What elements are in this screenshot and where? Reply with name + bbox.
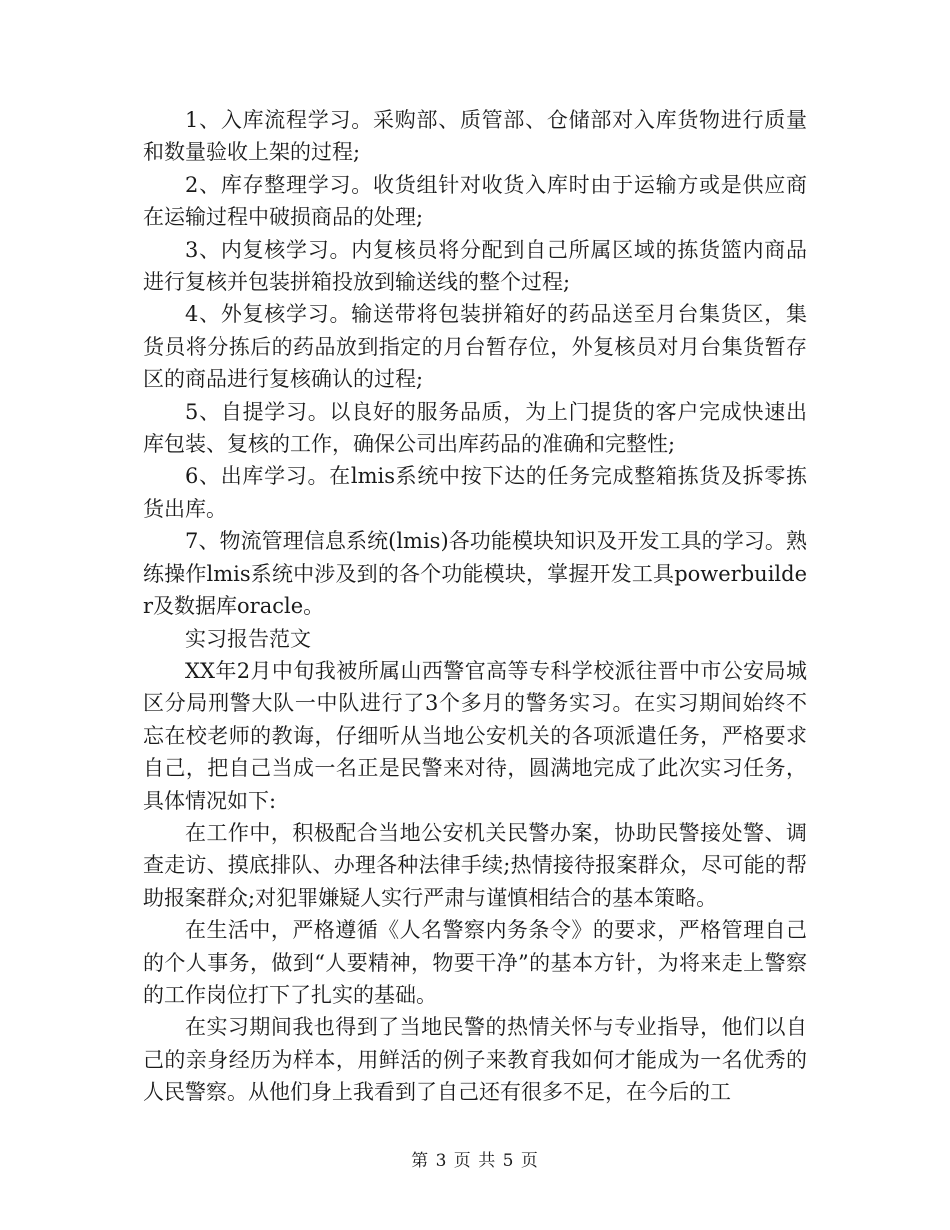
paragraph-internal-review: 3、内复核学习。内复核员将分配到自己所属区域的拣货篮内商品进行复核并包装拼箱投放到输送线的整个过程;	[143, 237, 807, 295]
document-body	[143, 104, 807, 1109]
paragraph-work: 在工作中，积极配合当地公安机关民警办案，协助民警接处警、调查走访、摸底排队、办理各种法律手续;热情接待报案群众，尽可能的帮助报案群众;对犯罪嫌疑人实行严肃与谨慎相结合的基本策略。	[143, 820, 807, 910]
paragraph-inventory-sorting: 2、库存整理学习。收货组针对收货入库时由于运输方或是供应商在运输过程中破损商品的处理;	[143, 172, 807, 230]
paragraph-lmis-system: 7、物流管理信息系统(lmis)各功能模块知识及开发工具的学习。熟练操作lmis系统中涉及到的各个功能模块，掌握开发工具powerbuilder及数据库oracle。	[143, 529, 807, 619]
paragraph-internship-intro: XX年2月中旬我被所属山西警官高等专科学校派往晋中市公安局城区分局刑警大队一中队进行了3个多月的警务实习。在实习期间始终不忘在校老师的教诲，仔细听从当地公安机关的各项派遣任务，严格要求自己，把自己当成一名正是民警来对待，圆满地完成了此次实习任务，具体情况如下:	[143, 658, 807, 813]
paragraph-external-review: 4、外复核学习。输送带将包装拼箱好的药品送至月台集货区，集货员将分拣后的药品放到指定的月台暂存位，外复核员对月台集货暂存区的商品进行复核确认的过程;	[143, 302, 807, 392]
paragraph-outbound: 6、出库学习。在lmis系统中按下达的任务完成整箱拣货及拆零拣货出库。	[143, 464, 807, 521]
page-number-footer: 第 3 页 共 5 页	[411, 1151, 539, 1171]
paragraph-guidance: 在实习期间我也得到了当地民警的热情关怀与专业指导，他们以自己的亲身经历为样本，用鲜活的例子来教育我如何才能成为一名优秀的人民警察。从他们身上我看到了自己还有很多不足，在今后的工	[143, 1015, 807, 1105]
paragraph-inbound-process: 1、入库流程学习。采购部、质管部、仓储部对入库货物进行质量和数量验收上架的过程;	[143, 108, 807, 165]
section-heading: 实习报告范文	[185, 626, 311, 651]
paragraph-self-pickup: 5、自提学习。以良好的服务品质，为上门提货的客户完成快速出库包装、复核的工作，确保公司出库药品的准确和完整性;	[143, 399, 807, 457]
paragraph-life: 在生活中，严格遵循《人名警察内务条令》的要求，严格管理自己的个人事务，做到“人要精神，物要干净”的基本方针，为将来走上警察的工作岗位打下了扎实的基础。	[143, 918, 807, 1007]
